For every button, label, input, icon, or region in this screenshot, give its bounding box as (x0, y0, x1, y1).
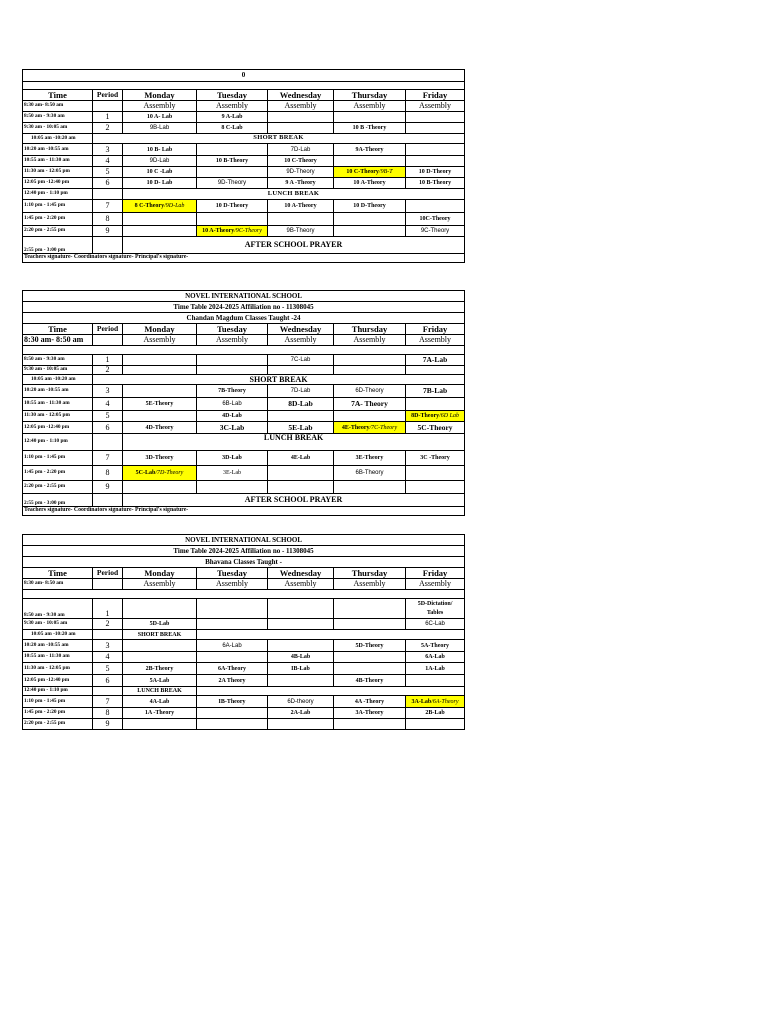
class-cell (123, 226, 197, 237)
class-cell: 10 C-Theory (268, 156, 334, 167)
class-alternate: /9C-Theory (234, 228, 262, 234)
class-cell (123, 385, 197, 398)
class-cell: 3C -Theory (406, 451, 465, 466)
class-cell: 7A-Lab (406, 355, 465, 366)
class-cell (406, 719, 465, 730)
class-cell (197, 366, 268, 375)
time-cell: 11:30 am - 12:05 pm (23, 411, 93, 422)
period-number: 7 (93, 200, 123, 213)
class-cell (268, 481, 334, 494)
period-number: 6 (93, 178, 123, 189)
day-header-wednesday: Wednesday (268, 568, 334, 579)
assembly-cell: Assembly (334, 579, 406, 590)
class-cell (123, 719, 197, 730)
class-cell: 8D-Lab (268, 398, 334, 411)
class-cell: 9B-Lab (123, 123, 197, 134)
class-cell: 10 D-Theory (197, 200, 268, 213)
class-cell (268, 599, 334, 619)
class-cell (406, 112, 465, 123)
class-cell (123, 599, 197, 619)
class-cell: 5A-Theory (406, 640, 465, 652)
class-cell (197, 708, 268, 719)
class-cell (406, 599, 465, 619)
class-cell: 6B-Theory (334, 466, 406, 481)
time-cell: 2:20 pm - 2:55 pm (23, 719, 93, 730)
class-cell-highlighted (123, 466, 197, 481)
class-cell (334, 226, 406, 237)
class-cell (334, 599, 406, 619)
day-header-wednesday: Wednesday (268, 324, 334, 335)
day-header-friday: Friday (406, 568, 465, 579)
class-cell (334, 619, 406, 630)
class-cell: 7C-Lab (268, 355, 334, 366)
class-secondary: Tables (426, 609, 444, 616)
assembly-cell: Assembly (406, 101, 465, 112)
class-cell: 7D-Lab (268, 144, 334, 156)
class-primary: 5D-Dictation/ (417, 601, 453, 608)
class-cell: 10 D- Lab (123, 178, 197, 189)
time-header: Time (23, 568, 93, 579)
class-cell (123, 411, 197, 422)
assembly-cell: Assembly (268, 579, 334, 590)
class-cell: 10 B-Theory (197, 156, 268, 167)
time-cell: 12:40 pm - 1:10 pm (23, 434, 93, 451)
class-cell (406, 675, 465, 687)
class-primary: 3A-Lab (411, 698, 432, 705)
class-cell: 4B-Lab (268, 652, 334, 663)
class-cell: 7B-Theory (197, 385, 268, 398)
period-number: 7 (93, 696, 123, 708)
class-alternate: /9B-T (378, 169, 393, 175)
class-cell (406, 156, 465, 167)
time-cell: 8:30 am- 8:50 am (23, 101, 93, 112)
time-cell: 11:30 am - 12:05 pm (23, 167, 93, 178)
assembly-cell: Assembly (268, 101, 334, 112)
period-number: 6 (93, 422, 123, 434)
class-cell: 4D-Theory (123, 422, 197, 434)
period-number: 8 (93, 708, 123, 719)
class-cell: IB-Lab (268, 663, 334, 675)
day-header-wednesday: Wednesday (268, 90, 334, 101)
lunch-break-banner: LUNCH BREAK (123, 189, 465, 200)
short-break-label: SHORT BREAK (123, 630, 197, 640)
class-primary: 4E-Theory (341, 424, 370, 431)
time-cell: 2:55 pm - 3:00 pm (23, 494, 93, 507)
day-header-monday: Monday (123, 568, 197, 579)
class-cell: 9D-Lab (123, 156, 197, 167)
class-cell: 10C-Theory (406, 213, 465, 226)
class-cell (334, 719, 406, 730)
class-cell-highlighted (197, 226, 268, 237)
lunch-break-label: LUNCH BREAK (123, 687, 197, 696)
period-header: Period (93, 90, 123, 101)
time-cell: 2:20 pm - 2:55 pm (23, 226, 93, 237)
class-cell: 10 A-Theory (334, 178, 406, 189)
time-cell: 9:30 am - 10:05 am (23, 619, 93, 630)
class-cell (123, 366, 197, 375)
time-cell: 10:05 am -10:20 am (23, 630, 93, 640)
class-cell: 5D-Theory (334, 640, 406, 652)
assembly-cell: Assembly (197, 101, 268, 112)
class-cell: 7A- Theory (334, 398, 406, 411)
class-cell: 4D-Lab (197, 411, 268, 422)
class-cell (406, 123, 465, 134)
class-cell: 3E-Lab (197, 466, 268, 481)
class-cell (268, 619, 334, 630)
day-header-friday: Friday (406, 324, 465, 335)
period-number: 3 (93, 144, 123, 156)
class-alternate: /7C-Theory (369, 424, 398, 431)
period-number: 9 (93, 226, 123, 237)
class-cell: 4B-Theory (334, 675, 406, 687)
class-cell (123, 481, 197, 494)
class-cell (268, 366, 334, 375)
class-cell (123, 355, 197, 366)
class-cell: 10 C -Lab (123, 167, 197, 178)
time-cell: 2:20 pm - 2:55 pm (23, 481, 93, 494)
time-cell: 10:55 am - 11:30 am (23, 652, 93, 663)
class-cell: 9 A-Lab (197, 112, 268, 123)
timetable-subtitle: Time Table 2024-2025 Affiliation no - 11308045 (23, 302, 465, 313)
day-header-friday: Friday (406, 90, 465, 101)
class-cell: 2A Theory (197, 675, 268, 687)
period-header: Period (93, 568, 123, 579)
day-header-thursday: Thursday (334, 324, 406, 335)
class-cell: 10 A- Lab (123, 112, 197, 123)
assembly-cell: Assembly (268, 335, 334, 346)
class-cell (334, 411, 406, 422)
class-primary: 8D-Theory (411, 413, 440, 419)
time-cell: 10:55 am - 11:30 am (23, 398, 93, 411)
time-cell: 10:20 am -10:55 am (23, 640, 93, 652)
class-cell: 3C-Lab (197, 422, 268, 434)
day-header-thursday: Thursday (334, 568, 406, 579)
assembly-cell: Assembly (123, 335, 197, 346)
period-number: 2 (93, 366, 123, 375)
class-cell: 1A-Lab (406, 663, 465, 675)
time-cell: 10:05 am -10:20 am (23, 134, 93, 144)
class-cell (123, 640, 197, 652)
time-cell: 10:55 am - 11:30 am (23, 156, 93, 167)
time-cell: 9:30 am - 10:05 am (23, 123, 93, 134)
signature-line: Teachers signature- Coordinators signature- Principal's signature- (23, 254, 465, 263)
class-cell: IB-Theory (197, 696, 268, 708)
period-header: Period (93, 324, 123, 335)
class-cell (334, 112, 406, 123)
class-cell: 4A -Theory (334, 696, 406, 708)
lunch-break-banner: LUNCH BREAK (123, 434, 465, 451)
time-cell: 8:30 am- 8:50 am (23, 335, 93, 346)
time-cell: 8:50 am - 9:30 am (23, 112, 93, 123)
class-cell: 6A-Lab (406, 652, 465, 663)
class-cell (406, 366, 465, 375)
time-cell: 8:30 am- 8:50 am (23, 579, 93, 590)
class-cell: 3D-Theory (123, 451, 197, 466)
assembly-cell: Assembly (197, 579, 268, 590)
class-cell: 6B-Lab (197, 398, 268, 411)
class-cell (268, 466, 334, 481)
time-cell: 10:05 am -10:20 am (23, 375, 93, 385)
class-cell: 9A-Theory (334, 144, 406, 156)
period-number: 3 (93, 640, 123, 652)
day-header-tuesday: Tuesday (197, 324, 268, 335)
class-cell: 10 A-Theory (268, 200, 334, 213)
period-number: 1 (93, 112, 123, 123)
time-header: Time (23, 90, 93, 101)
after-school-prayer-banner: AFTER SCHOOL PRAYER (123, 494, 465, 507)
class-cell: 3D-Lab (197, 451, 268, 466)
class-cell-highlighted (334, 167, 406, 178)
period-number: 4 (93, 156, 123, 167)
day-header-thursday: Thursday (334, 90, 406, 101)
class-cell: 5D-Lab (123, 619, 197, 630)
class-cell (197, 719, 268, 730)
class-cell: 3E-Theory (334, 451, 406, 466)
class-cell-highlighted (123, 200, 197, 213)
class-alternate: /7D-Theory (155, 470, 184, 476)
timetable-3 (22, 534, 465, 730)
timetable-subtitle: Time Table 2024-2025 Affiliation no - 11308045 (23, 546, 465, 557)
assembly-cell: Assembly (406, 579, 465, 590)
period-number: 7 (93, 451, 123, 466)
class-cell (197, 619, 268, 630)
day-header-monday: Monday (123, 90, 197, 101)
class-primary: 5C-Lab (135, 470, 156, 476)
time-cell: 12:05 pm -12:40 pm (23, 675, 93, 687)
class-cell (334, 663, 406, 675)
class-cell: 5E-Theory (123, 398, 197, 411)
school-name: NOVEL INTERNATIONAL SCHOOL (23, 535, 465, 546)
time-cell: 1:10 pm - 1:45 pm (23, 200, 93, 213)
class-cell (334, 366, 406, 375)
class-cell (334, 355, 406, 366)
class-cell: 9D-Theory (197, 178, 268, 189)
class-cell: 2B-Theory (123, 663, 197, 675)
time-cell: 12:05 pm -12:40 pm (23, 178, 93, 189)
class-cell: 3A-Theory (334, 708, 406, 719)
class-cell: 1A -Theory (123, 708, 197, 719)
timetable-1 (22, 69, 465, 263)
period-number: 4 (93, 652, 123, 663)
class-cell (197, 167, 268, 178)
time-cell: 2:55 pm - 3:00 pm (23, 237, 93, 254)
time-header: Time (23, 324, 93, 335)
class-cell: 5E-Lab (268, 422, 334, 434)
class-alternate: /9D-Lab (164, 203, 185, 209)
class-cell (406, 398, 465, 411)
class-cell: 7D-Lab (268, 385, 334, 398)
class-cell: 7B-Lab (406, 385, 465, 398)
class-cell (197, 213, 268, 226)
class-primary: 8 C-Theory (134, 203, 165, 209)
time-cell: 12:05 pm -12:40 pm (23, 422, 93, 434)
day-header-monday: Monday (123, 324, 197, 335)
class-cell-highlighted (406, 696, 465, 708)
class-cell (334, 652, 406, 663)
after-school-prayer-banner: AFTER SCHOOL PRAYER (123, 237, 465, 254)
time-cell: 11:30 am - 12:05 pm (23, 663, 93, 675)
class-cell (268, 411, 334, 422)
class-cell (123, 652, 197, 663)
class-primary: 10 A-Theory (202, 228, 235, 234)
class-cell (268, 675, 334, 687)
teacher-line: Chandan Magdum Classes Taught -24 (23, 313, 465, 324)
signature-line: Teachers signature- Coordinators signature- Principal's signature- (23, 507, 465, 516)
class-cell (197, 652, 268, 663)
class-cell: 10 B- Lab (123, 144, 197, 156)
class-cell: 10 D-Theory (406, 167, 465, 178)
short-break-banner: SHORT BREAK (93, 375, 465, 385)
assembly-cell: Assembly (197, 335, 268, 346)
period-number: 9 (93, 481, 123, 494)
time-cell: 1:10 pm - 1:45 pm (23, 451, 93, 466)
assembly-cell: Assembly (334, 335, 406, 346)
class-cell: 6D-Theory (334, 385, 406, 398)
period-number: 6 (93, 675, 123, 687)
school-name: NOVEL INTERNATIONAL SCHOOL (23, 291, 465, 302)
class-alternate: /6D Lab (439, 413, 459, 419)
class-cell (268, 719, 334, 730)
period-number: 4 (93, 398, 123, 411)
class-cell: 6A-Theory (197, 663, 268, 675)
class-cell: 6D-theory (268, 696, 334, 708)
period-number: 9 (93, 719, 123, 730)
class-cell: 5C-Theory (406, 422, 465, 434)
class-cell: 9C-Theory (406, 226, 465, 237)
class-cell (123, 213, 197, 226)
class-cell: 4E-Lab (268, 451, 334, 466)
class-cell: 10 D-Theory (334, 200, 406, 213)
time-cell: 1:45 pm - 2:20 pm (23, 466, 93, 481)
class-cell: 8 C-Lab (197, 123, 268, 134)
period-number: 5 (93, 167, 123, 178)
period-number: 5 (93, 411, 123, 422)
assembly-cell: Assembly (123, 579, 197, 590)
time-cell: 12:40 pm - 1:10 pm (23, 687, 93, 696)
class-cell: 4A-Lab (123, 696, 197, 708)
class-primary: 10 C-Theory (346, 169, 379, 175)
time-cell: 8:50 am - 9:30 am (23, 599, 93, 619)
time-cell: 1:45 pm - 2:20 pm (23, 213, 93, 226)
period-number: 3 (93, 385, 123, 398)
teacher-line: Bhavana Classes Taught - (23, 557, 465, 568)
class-alternate: /6A-Theory (431, 698, 459, 705)
class-cell (268, 112, 334, 123)
class-cell (406, 466, 465, 481)
class-cell: 6A-Lab (197, 640, 268, 652)
class-cell: 10 B-Theory (406, 178, 465, 189)
class-cell (197, 481, 268, 494)
time-cell: 8:50 am - 9:30 am (23, 355, 93, 366)
class-cell (406, 200, 465, 213)
class-cell (268, 640, 334, 652)
class-cell: 2A-Lab (268, 708, 334, 719)
period-number: 5 (93, 663, 123, 675)
class-cell-highlighted (334, 422, 406, 434)
period-number: 1 (93, 599, 123, 619)
time-cell: 1:10 pm - 1:45 pm (23, 696, 93, 708)
short-break-banner: SHORT BREAK (93, 134, 465, 144)
class-cell: 9D-Theory (268, 167, 334, 178)
time-cell: 10:20 am -10:55 am (23, 144, 93, 156)
assembly-cell: Assembly (406, 335, 465, 346)
class-cell (268, 213, 334, 226)
class-cell: 2B-Lab (406, 708, 465, 719)
class-cell (334, 481, 406, 494)
class-cell (197, 355, 268, 366)
assembly-cell: Assembly (123, 101, 197, 112)
time-cell: 10:20 am -10:55 am (23, 385, 93, 398)
period-number: 1 (93, 355, 123, 366)
class-cell: 5A-Lab (123, 675, 197, 687)
time-cell: 1:45 pm - 2:20 pm (23, 708, 93, 719)
assembly-cell: Assembly (334, 101, 406, 112)
class-cell (334, 156, 406, 167)
day-header-tuesday: Tuesday (197, 90, 268, 101)
class-cell: 6C-Lab (406, 619, 465, 630)
class-cell (334, 213, 406, 226)
class-cell (406, 144, 465, 156)
class-cell (197, 599, 268, 619)
class-cell-highlighted (406, 411, 465, 422)
timetable-2 (22, 290, 465, 516)
time-cell: 12:40 pm - 1:10 pm (23, 189, 93, 200)
class-cell (406, 481, 465, 494)
class-cell (197, 144, 268, 156)
period-number: 2 (93, 619, 123, 630)
time-cell: 9:30 am - 10:05 am (23, 366, 93, 375)
period-number: 8 (93, 213, 123, 226)
class-cell: 10 B -Theory (334, 123, 406, 134)
class-cell (268, 123, 334, 134)
period-number: 2 (93, 123, 123, 134)
class-cell: 9 A -Theory (268, 178, 334, 189)
table-title: 0 (23, 70, 465, 82)
period-number: 8 (93, 466, 123, 481)
day-header-tuesday: Tuesday (197, 568, 268, 579)
class-cell: 9B-Theory (268, 226, 334, 237)
